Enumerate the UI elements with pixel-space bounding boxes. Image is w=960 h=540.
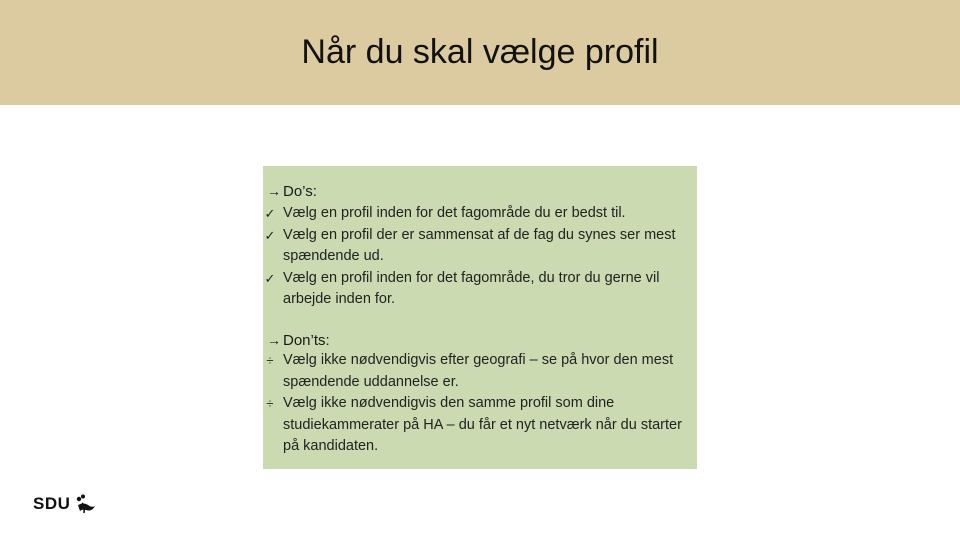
arrow-right-icon: → [267, 332, 281, 348]
slide-title: Når du skal vælge profil [301, 33, 659, 71]
checkmark-icon: ✓ [264, 206, 276, 221]
checkmark-icon: ✓ [264, 227, 276, 243]
list-item-text: Vælg en profil inden for det fagområde, du tror du gerne vil arbejde inden for. [283, 269, 660, 307]
list-item-text: Vælg en profil der er sammensat af de fag du synes ser mest spændende ud. [283, 226, 676, 264]
list-item [263, 268, 693, 311]
division-sign-icon: ÷ [266, 396, 274, 411]
sdu-logo [33, 493, 96, 515]
dos-heading [267, 181, 317, 202]
donts-heading [267, 330, 330, 351]
list-item [263, 203, 693, 225]
list-item-text: Vælg en profil inden for det fagområde du er bedst til. [283, 205, 626, 221]
dos-heading-label: Do’s: [283, 183, 317, 200]
division-sign-icon: ÷ [266, 353, 274, 368]
list-item [263, 225, 693, 268]
donts-heading-label: Don’ts: [283, 332, 330, 349]
logo-text: SDU [33, 494, 71, 513]
sdu-leaf-icon [74, 493, 96, 515]
list-item-text: Vælg ikke nødvendigvis den samme profil som dine studiekammerater på HA – du får et nyt netværk når du starter på kandidaten. [283, 395, 682, 454]
list-item [263, 393, 693, 458]
list-item [263, 350, 693, 393]
content-box [263, 166, 697, 469]
list-item-text: Vælg ikke nødvendigvis efter geografi – se på hvor den mest spændende uddannelse er. [283, 352, 674, 390]
checkmark-icon: ✓ [264, 270, 276, 286]
donts-list [263, 350, 693, 458]
dos-list [263, 203, 693, 311]
arrow-right-icon: → [267, 183, 281, 199]
